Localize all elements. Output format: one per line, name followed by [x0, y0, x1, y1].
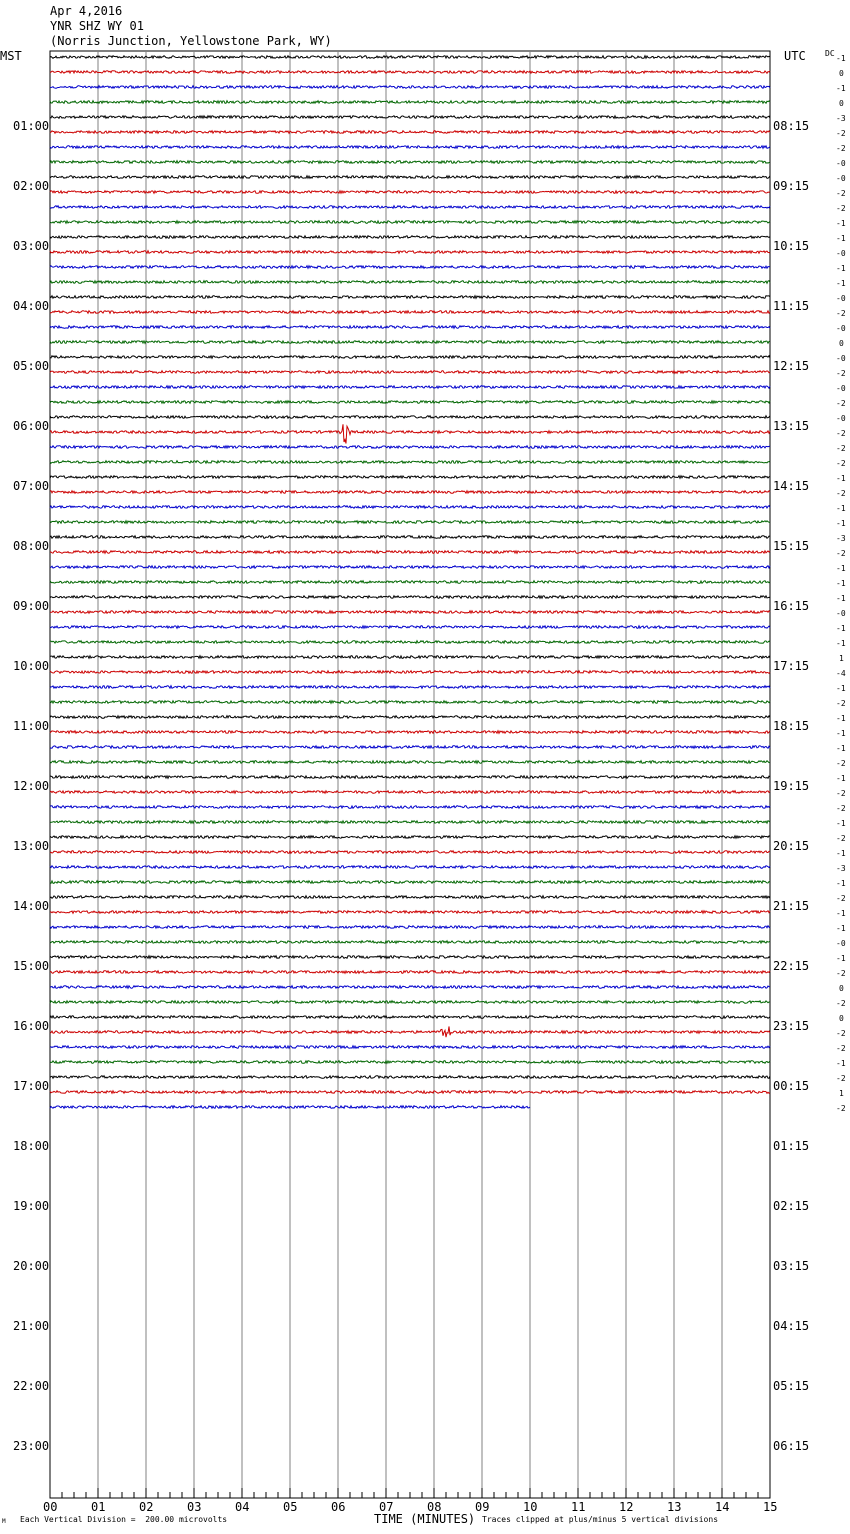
x-tick-label: 04 [235, 1500, 250, 1514]
dc-offset-label: 0 [839, 1014, 844, 1023]
seismic-trace [50, 611, 770, 614]
x-tick-label: 08 [427, 1500, 442, 1514]
dc-offset-label: -2 [836, 804, 846, 813]
scale-note: Each Vertical Division = 200.00 microvolts [20, 1515, 228, 1524]
dc-offset-label: -1 [836, 474, 846, 483]
x-tick-label: 13 [667, 1500, 682, 1514]
seismic-trace [50, 236, 770, 239]
dc-offset-label: -1 [836, 879, 846, 888]
dc-offset-label: -1 [836, 744, 846, 753]
hour-label-right: 13:15 [773, 419, 810, 433]
dc-offset-label: -1 [836, 579, 846, 588]
seismic-trace [50, 1091, 770, 1094]
dc-offset-label: -1 [836, 954, 846, 963]
dc-offset-label: -2 [836, 459, 846, 468]
seismic-trace [50, 191, 770, 194]
seismic-trace [50, 986, 770, 989]
seismic-trace [50, 746, 770, 749]
seismic-trace [50, 131, 770, 134]
dc-offset-label: 0 [839, 69, 844, 78]
seismic-trace [50, 1076, 770, 1079]
hour-label-right: 18:15 [773, 719, 810, 733]
hour-label-right: 09:15 [773, 179, 810, 193]
dc-offset-label: -2 [836, 429, 846, 438]
hour-label-right: 02:15 [773, 1199, 810, 1213]
header-location: (Norris Junction, Yellowstone Park, WY) [50, 34, 332, 48]
dc-offset-label: -0 [836, 324, 846, 333]
seismic-trace [50, 1016, 770, 1019]
seismic-trace [50, 956, 770, 959]
x-tick-label: 00 [43, 1500, 58, 1514]
hour-label-left: 02:00 [13, 179, 50, 193]
seismic-trace [50, 821, 770, 824]
dc-offset-label: -2 [836, 549, 846, 558]
seismic-trace [50, 311, 770, 314]
dc-offset-label: -1 [836, 54, 846, 63]
x-tick-label: 01 [91, 1500, 106, 1514]
seismic-trace [50, 566, 770, 569]
hour-label-left: 12:00 [13, 779, 50, 793]
dc-offset-label: -2 [836, 759, 846, 768]
plot-frame [50, 51, 770, 1498]
dc-offset-label: -1 [836, 264, 846, 273]
dc-offset-label: -2 [836, 309, 846, 318]
seismic-trace [50, 521, 770, 524]
seismic-trace [50, 266, 770, 269]
hour-label-right: 05:15 [773, 1379, 810, 1393]
hour-label-right: 06:15 [773, 1439, 810, 1453]
dc-offset-label: 0 [839, 984, 844, 993]
dc-offset-label: -2 [836, 369, 846, 378]
dc-offset-label: -1 [836, 1059, 846, 1068]
seismic-trace [50, 881, 770, 884]
dc-offset-label: -1 [836, 624, 846, 633]
seismic-trace [50, 776, 770, 779]
dc-offset-label: -1 [836, 909, 846, 918]
hour-label-right: 16:15 [773, 599, 810, 613]
hour-label-right: 22:15 [773, 959, 810, 973]
seismic-trace [50, 791, 770, 794]
dc-offset-label: -2 [836, 1074, 846, 1083]
seismic-trace [50, 581, 770, 584]
seismic-trace [50, 251, 770, 254]
x-tick-label: 05 [283, 1500, 298, 1514]
dc-offset-label: -2 [836, 1104, 846, 1113]
hour-label-right: 17:15 [773, 659, 810, 673]
hour-label-left: 06:00 [13, 419, 50, 433]
hour-label-left: 16:00 [13, 1019, 50, 1033]
hour-label-right: 20:15 [773, 839, 810, 853]
seismic-trace [50, 371, 770, 374]
header-date: Apr 4,2016 [50, 4, 123, 18]
dc-offset-label: -1 [836, 594, 846, 603]
dc-offset-label: -1 [836, 849, 846, 858]
seismic-trace [50, 401, 770, 404]
left-timezone-label: MST [0, 49, 22, 63]
right-timezone-label: UTC [784, 49, 806, 63]
seismic-trace [50, 386, 770, 389]
dc-offset-label: -1 [836, 279, 846, 288]
dc-offset-label: -0 [836, 939, 846, 948]
seismic-trace [50, 941, 770, 944]
seismic-trace [50, 656, 770, 659]
seismic-trace [50, 326, 770, 329]
seismic-trace [50, 161, 770, 164]
dc-offset-label: -2 [836, 144, 846, 153]
x-tick-label: 07 [379, 1500, 394, 1514]
hour-label-left: 09:00 [13, 599, 50, 613]
hour-label-right: 11:15 [773, 299, 810, 313]
dc-offset-label: -0 [836, 294, 846, 303]
seismic-trace [50, 86, 770, 89]
header-station: YNR SHZ WY 01 [50, 19, 144, 33]
dc-offset-label: -1 [836, 684, 846, 693]
seismic-trace [50, 596, 770, 599]
hour-label-left: 10:00 [13, 659, 50, 673]
seismic-trace [50, 716, 770, 719]
seismic-trace [50, 1061, 770, 1064]
dc-offset-label: -0 [836, 414, 846, 423]
x-tick-label: 12 [619, 1500, 634, 1514]
hour-label-left: 20:00 [13, 1259, 50, 1273]
dc-offset-label: -0 [836, 174, 846, 183]
dc-offset-label: -3 [836, 534, 846, 543]
dc-offset-label: -2 [836, 204, 846, 213]
seismic-trace [50, 911, 770, 914]
dc-offset-label: -2 [836, 969, 846, 978]
dc-offset-label: -1 [836, 84, 846, 93]
seismic-trace [50, 536, 770, 539]
seismic-trace [50, 341, 770, 344]
seismic-trace [50, 1046, 770, 1049]
seismic-trace [50, 1026, 770, 1037]
seismic-trace [50, 896, 770, 899]
hour-label-left: 23:00 [13, 1439, 50, 1453]
hour-label-left: 04:00 [13, 299, 50, 313]
x-tick-label: 09 [475, 1500, 490, 1514]
hour-label-right: 08:15 [773, 119, 810, 133]
dc-offset-label: -1 [836, 564, 846, 573]
hour-label-left: 15:00 [13, 959, 50, 973]
hour-label-right: 04:15 [773, 1319, 810, 1333]
dc-offset-label: -2 [836, 444, 846, 453]
x-tick-label: 11 [571, 1500, 586, 1514]
hour-label-right: 23:15 [773, 1019, 810, 1033]
seismic-trace [50, 446, 770, 449]
dc-offset-label: -1 [836, 774, 846, 783]
hour-label-left: 17:00 [13, 1079, 50, 1093]
dc-offset-label: -2 [836, 999, 846, 1008]
dc-offset-label: -1 [836, 234, 846, 243]
seismic-trace [50, 551, 770, 554]
dc-offset-label: -1 [836, 924, 846, 933]
dc-offset-label: -2 [836, 789, 846, 798]
clip-note: Traces clipped at plus/minus 5 vertical divisions [482, 1515, 719, 1524]
seismic-trace [50, 671, 770, 674]
hour-label-right: 03:15 [773, 1259, 810, 1273]
seismic-trace [50, 701, 770, 704]
seismic-trace [50, 116, 770, 119]
x-tick-label: 06 [331, 1500, 346, 1514]
dc-offset-label: -2 [836, 129, 846, 138]
dc-offset-label: -3 [836, 864, 846, 873]
hour-label-left: 05:00 [13, 359, 50, 373]
seismic-trace [50, 221, 770, 224]
seismic-trace [50, 806, 770, 809]
dc-offset-label: -2 [836, 834, 846, 843]
seismic-trace [50, 971, 770, 974]
seismic-trace [50, 71, 770, 74]
seismic-trace [50, 641, 770, 644]
hour-label-left: 22:00 [13, 1379, 50, 1393]
dc-offset-label: -2 [836, 894, 846, 903]
dc-offset-label: -2 [836, 489, 846, 498]
dc-offset-label: -4 [836, 669, 846, 678]
seismic-trace [50, 491, 770, 494]
hour-label-left: 08:00 [13, 539, 50, 553]
dc-offset-label: 0 [839, 339, 844, 348]
dc-offset-label: 0 [839, 99, 844, 108]
x-tick-label: 02 [139, 1500, 154, 1514]
hour-label-left: 14:00 [13, 899, 50, 913]
dc-offset-label: -0 [836, 249, 846, 258]
hour-label-right: 12:15 [773, 359, 810, 373]
x-tick-label: 15 [763, 1500, 778, 1514]
seismic-trace [50, 461, 770, 464]
dc-offset-label: -1 [836, 219, 846, 228]
dc-offset-label: -1 [836, 639, 846, 648]
x-tick-label: 10 [523, 1500, 538, 1514]
x-axis-label: TIME (MINUTES) [374, 1512, 476, 1526]
seismic-trace [50, 926, 770, 929]
hour-label-left: 07:00 [13, 479, 50, 493]
seismic-trace [50, 281, 770, 284]
hour-label-left: 19:00 [13, 1199, 50, 1213]
seismic-trace [50, 206, 770, 209]
seismic-trace [50, 176, 770, 179]
seismic-trace [50, 851, 770, 854]
dc-offset-label: -1 [836, 519, 846, 528]
hour-label-left: 13:00 [13, 839, 50, 853]
seismic-trace [50, 1001, 770, 1004]
dc-offset-label: -1 [836, 729, 846, 738]
seismic-trace [50, 626, 770, 629]
hour-label-right: 14:15 [773, 479, 810, 493]
dc-offset-label: -2 [836, 699, 846, 708]
hour-label-left: 03:00 [13, 239, 50, 253]
seismic-trace [50, 686, 770, 689]
x-tick-label: 03 [187, 1500, 202, 1514]
seismic-trace [50, 56, 770, 59]
dc-offset-label: -1 [836, 714, 846, 723]
dc-label: DC [825, 49, 835, 58]
dc-offset-label: -3 [836, 114, 846, 123]
hour-label-right: 00:15 [773, 1079, 810, 1093]
dc-offset-label: -2 [836, 399, 846, 408]
seismic-trace [50, 761, 770, 764]
hour-label-right: 15:15 [773, 539, 810, 553]
hour-label-right: 19:15 [773, 779, 810, 793]
seismic-trace [50, 146, 770, 149]
seismic-trace [50, 101, 770, 104]
hour-label-right: 21:15 [773, 899, 810, 913]
dc-offset-label: -1 [836, 504, 846, 513]
dc-offset-label: -0 [836, 354, 846, 363]
dc-offset-label: -2 [836, 1029, 846, 1038]
hour-label-left: 11:00 [13, 719, 50, 733]
dc-offset-label: -2 [836, 1044, 846, 1053]
seismic-trace [50, 416, 770, 419]
dc-offset-label: -0 [836, 384, 846, 393]
corner-mark: M [2, 1518, 6, 1525]
seismic-trace [50, 866, 770, 869]
dc-offset-label: -1 [836, 819, 846, 828]
seismic-trace [50, 731, 770, 734]
hour-label-left: 18:00 [13, 1139, 50, 1153]
dc-offset-label: 1 [839, 654, 844, 663]
hour-label-left: 01:00 [13, 119, 50, 133]
seismic-trace [50, 506, 770, 509]
dc-offset-label: 1 [839, 1089, 844, 1098]
hour-label-right: 01:15 [773, 1139, 810, 1153]
dc-offset-label: -0 [836, 609, 846, 618]
seismic-trace [50, 476, 770, 479]
seismic-trace [50, 356, 770, 359]
dc-offset-label: -0 [836, 159, 846, 168]
hour-label-left: 21:00 [13, 1319, 50, 1333]
x-tick-label: 14 [715, 1500, 730, 1514]
seismic-trace [50, 424, 770, 443]
hour-label-right: 10:15 [773, 239, 810, 253]
seismic-trace [50, 296, 770, 299]
seismic-trace [50, 836, 770, 839]
dc-offset-label: -2 [836, 189, 846, 198]
